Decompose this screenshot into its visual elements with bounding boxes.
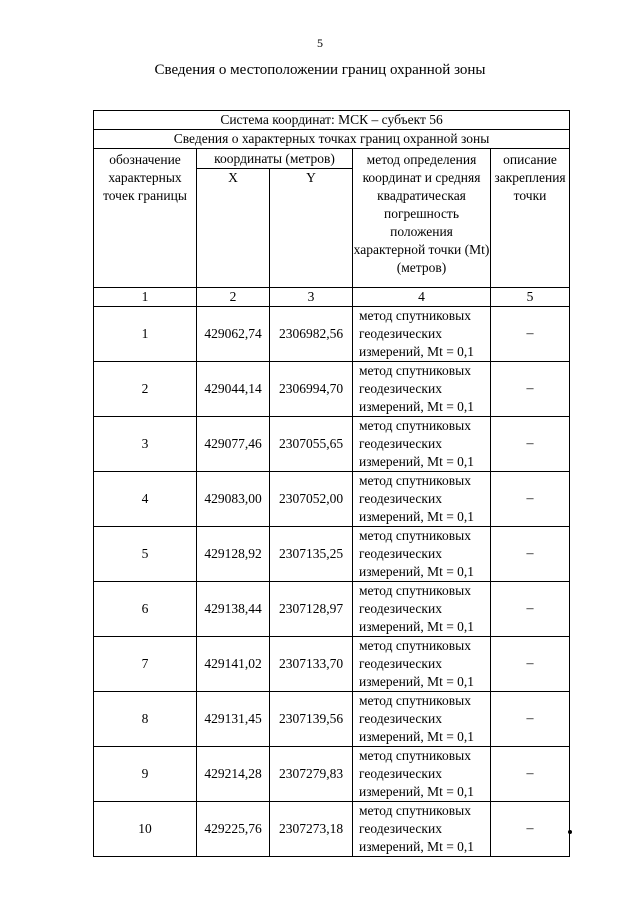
method-line: метод спутниковых [359, 308, 471, 323]
column-number: 3 [270, 288, 353, 307]
description-value: – [491, 637, 570, 692]
ink-mark [568, 830, 572, 834]
method-line: геодезических [359, 601, 442, 616]
method-line: измерений, Mt = 0,1 [359, 784, 475, 799]
method-line: геодезических [359, 766, 442, 781]
x-value: 429128,92 [197, 527, 270, 582]
description-value: – [491, 692, 570, 747]
table-row [94, 472, 570, 527]
method-line: метод спутниковых [359, 363, 471, 378]
method-line: измерений, Mt = 0,1 [359, 509, 475, 524]
method-line: измерений, Mt = 0,1 [359, 399, 475, 414]
column-number: 5 [491, 288, 570, 307]
description-value: – [491, 582, 570, 637]
method-line: измерений, Mt = 0,1 [359, 564, 475, 579]
table-row [94, 582, 570, 637]
column-number: 1 [94, 288, 197, 307]
description-header: описание закрепления точки [491, 149, 570, 288]
description-value: – [491, 527, 570, 582]
method-line: метод спутниковых [359, 803, 471, 818]
coordinate-system-row: Система координат: МСК – субъект 56 [94, 111, 570, 130]
method-cell [353, 692, 491, 747]
method-line: геодезических [359, 656, 442, 671]
method-line: геодезических [359, 326, 442, 341]
description-value: – [491, 417, 570, 472]
method-line: геодезических [359, 436, 442, 451]
method-line: метод спутниковых [359, 473, 471, 488]
section-row: Сведения о характерных точках границ охранной зоны [94, 130, 570, 149]
page-title: Сведения о местоположении границ охранной зоны [154, 62, 486, 78]
designation-header: обозначение характерных точек границы [94, 149, 197, 288]
x-value: 429214,28 [197, 747, 270, 802]
method-cell [353, 527, 491, 582]
description-value: – [491, 747, 570, 802]
method-line: геодезических [359, 381, 442, 396]
method-line: метод спутниковых [359, 693, 471, 708]
x-value: 429083,00 [197, 472, 270, 527]
method-cell [353, 307, 491, 362]
method-line: измерений, Mt = 0,1 [359, 674, 475, 689]
method-line: геодезических [359, 821, 442, 836]
y-value: 2307135,25 [270, 527, 353, 582]
method-cell [353, 362, 491, 417]
point-number: 6 [94, 582, 197, 637]
point-number: 1 [94, 307, 197, 362]
point-number: 8 [94, 692, 197, 747]
description-value: – [491, 307, 570, 362]
y-value: 2306994,70 [270, 362, 353, 417]
description-value: – [491, 472, 570, 527]
y-header: Y [270, 169, 353, 288]
method-line: измерений, Mt = 0,1 [359, 454, 475, 469]
point-number: 10 [94, 802, 197, 857]
table-row [94, 362, 570, 417]
description-value: – [491, 362, 570, 417]
y-value: 2307139,56 [270, 692, 353, 747]
x-value: 429077,46 [197, 417, 270, 472]
page-number: 5 [317, 36, 323, 50]
method-header: метод определения координат и средняя квадратическая погрешность положения характерной точки (Mt) (метров) [353, 149, 491, 288]
method-cell [353, 582, 491, 637]
point-number: 9 [94, 747, 197, 802]
y-value: 2307133,70 [270, 637, 353, 692]
table-row [94, 527, 570, 582]
x-value: 429062,74 [197, 307, 270, 362]
method-line: измерений, Mt = 0,1 [359, 729, 475, 744]
description-value: – [491, 802, 570, 857]
y-value: 2307052,00 [270, 472, 353, 527]
method-cell [353, 417, 491, 472]
point-number: 5 [94, 527, 197, 582]
method-line: метод спутниковых [359, 583, 471, 598]
table-row [94, 692, 570, 747]
y-value: 2307279,83 [270, 747, 353, 802]
column-number: 2 [197, 288, 270, 307]
method-cell [353, 637, 491, 692]
method-cell [353, 747, 491, 802]
point-number: 7 [94, 637, 197, 692]
method-line: геодезических [359, 711, 442, 726]
method-line: метод спутниковых [359, 418, 471, 433]
method-cell [353, 472, 491, 527]
point-number: 4 [94, 472, 197, 527]
method-line: метод спутниковых [359, 638, 471, 653]
table-row [94, 802, 570, 857]
table-row [94, 747, 570, 802]
point-number: 3 [94, 417, 197, 472]
y-value: 2306982,56 [270, 307, 353, 362]
x-value: 429141,02 [197, 637, 270, 692]
method-line: геодезических [359, 491, 442, 506]
boundary-points-table [93, 110, 570, 857]
method-cell [353, 802, 491, 857]
x-header: X [197, 169, 270, 288]
method-line: измерений, Mt = 0,1 [359, 839, 475, 854]
y-value: 2307273,18 [270, 802, 353, 857]
table-row [94, 307, 570, 362]
method-line: измерений, Mt = 0,1 [359, 344, 475, 359]
x-value: 429131,45 [197, 692, 270, 747]
table-row [94, 417, 570, 472]
method-line: метод спутниковых [359, 528, 471, 543]
table-row [94, 637, 570, 692]
method-line: геодезических [359, 546, 442, 561]
x-value: 429138,44 [197, 582, 270, 637]
x-value: 429044,14 [197, 362, 270, 417]
coordinates-header: координаты (метров) [197, 149, 353, 169]
method-line: измерений, Mt = 0,1 [359, 619, 475, 634]
method-line: метод спутниковых [359, 748, 471, 763]
column-number: 4 [353, 288, 491, 307]
y-value: 2307055,65 [270, 417, 353, 472]
x-value: 429225,76 [197, 802, 270, 857]
point-number: 2 [94, 362, 197, 417]
y-value: 2307128,97 [270, 582, 353, 637]
